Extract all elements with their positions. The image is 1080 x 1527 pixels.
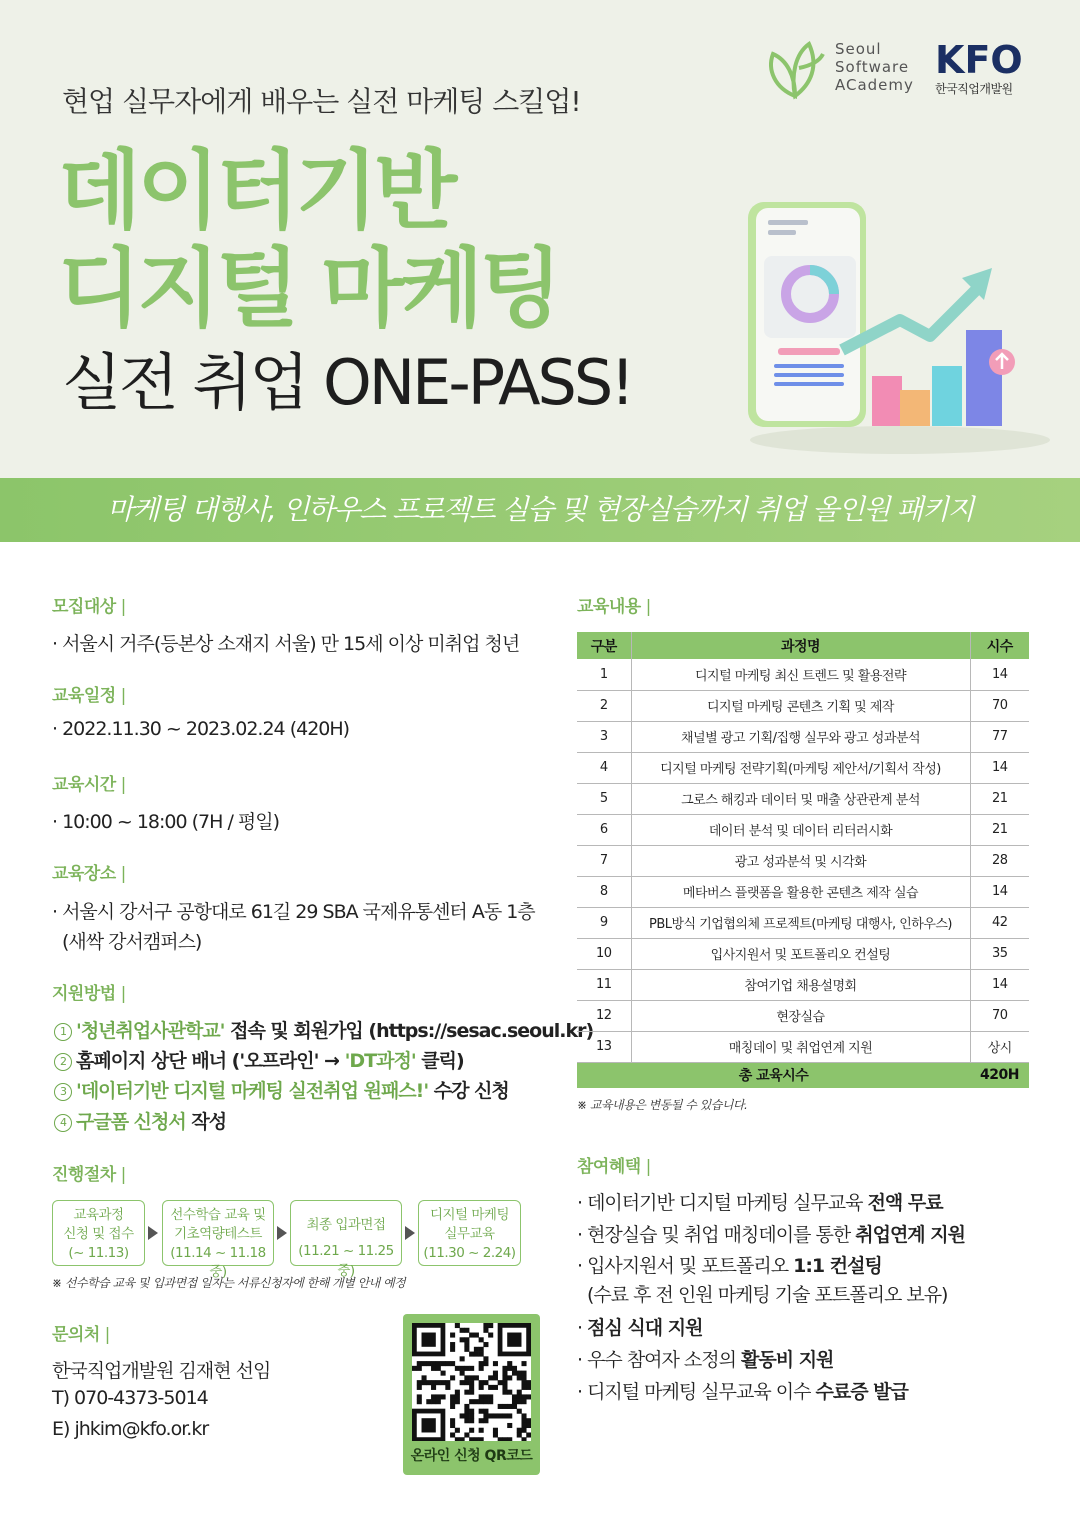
table-row bbox=[577, 938, 1029, 969]
process-note: ※ 선수학습 교육 및 입과면접 일자는 서류신청자에 한해 개별 안내 예정 bbox=[52, 1276, 406, 1290]
curriculum-body bbox=[577, 659, 1029, 1062]
row-course: 메타버스 플랫폼을 활용한 콘텐츠 제작 실습 bbox=[631, 876, 970, 907]
apply-step-1: 1 '청년취업사관학교' 접속 및 회원가입 (https://sesac.seoul.kr) bbox=[54, 1016, 593, 1043]
curriculum-total-row bbox=[577, 1062, 1029, 1088]
table-row bbox=[577, 907, 1029, 938]
benefit-3: · 입사지원서 및 포트폴리오 1:1 컨설팅 bbox=[577, 1255, 882, 1277]
row-course: 디지털 마케팅 최신 트렌드 및 활용전략 bbox=[631, 659, 970, 690]
sesac-leaf-icon bbox=[765, 32, 827, 102]
row-category: 5 bbox=[577, 783, 631, 814]
table-row bbox=[577, 845, 1029, 876]
kfo-logo-mark: KFO bbox=[935, 38, 1023, 82]
phone-growth-chart-icon bbox=[730, 190, 1060, 460]
hero-title-line1: 데이터기반 bbox=[58, 141, 454, 241]
row-course: 입사지원서 및 포트폴리오 컨설팅 bbox=[631, 938, 970, 969]
row-hours: 35 bbox=[970, 938, 1029, 969]
time-title: 교육시간 | bbox=[52, 770, 126, 795]
benefit-3-sub: (수료 후 전 인원 마케팅 기술 포트폴리오 보유) bbox=[587, 1284, 948, 1306]
place-text: · 서울시 강서구 공항대로 61길 29 SBA 국제유통센터 A동 1층 bbox=[52, 901, 535, 923]
hero-tagline: 현업 실무자에게 배우는 실전 마케팅 스킬업! bbox=[62, 85, 581, 118]
qr-label: 온라인 신청 QR코드 bbox=[410, 1448, 533, 1464]
col-header-category: 구분 bbox=[577, 632, 631, 659]
process-arrow-icon bbox=[277, 1226, 287, 1240]
table-row bbox=[577, 969, 1029, 1000]
row-course: 참여기업 채용설명회 bbox=[631, 969, 970, 1000]
row-hours: 21 bbox=[970, 783, 1029, 814]
package-banner bbox=[0, 478, 1080, 542]
time-text: · 10:00 ~ 18:00 (7H / 평일) bbox=[52, 811, 280, 833]
total-value: 420H bbox=[970, 1062, 1029, 1088]
row-course: 광고 성과분석 및 시각화 bbox=[631, 845, 970, 876]
schedule-text: · 2022.11.30 ~ 2023.02.24 (420H) bbox=[52, 718, 350, 740]
row-course: 데이터 분석 및 데이터 리터러시화 bbox=[631, 814, 970, 845]
row-category: 10 bbox=[577, 938, 631, 969]
row-course: 디지털 마케팅 콘텐츠 기획 및 제작 bbox=[631, 690, 970, 721]
curriculum-title: 교육내용 | bbox=[577, 592, 651, 617]
hero-title-line2: 디지털 마케팅 bbox=[58, 239, 559, 339]
process-title: 진행절차 | bbox=[52, 1160, 126, 1185]
benefit-5: · 우수 참여자 소정의 활동비 지원 bbox=[577, 1349, 834, 1371]
recruit-text: · 서울시 거주(등본상 소재지 서울) 만 15세 이상 미취업 청년 bbox=[52, 633, 520, 655]
row-hours: 42 bbox=[970, 907, 1029, 938]
row-category: 6 bbox=[577, 814, 631, 845]
row-hours: 28 bbox=[970, 845, 1029, 876]
hero-title-line3: 실전 취업 ONE-PASS! bbox=[62, 346, 633, 419]
row-category: 11 bbox=[577, 969, 631, 1000]
contact-email[interactable]: E) jhkim@kfo.or.kr bbox=[52, 1418, 209, 1440]
benefit-4: · 점심 식대 지원 bbox=[577, 1317, 703, 1339]
row-category: 9 bbox=[577, 907, 631, 938]
row-course: 그로스 해킹과 데이터 및 매출 상관관계 분석 bbox=[631, 783, 970, 814]
process-step-2: 선수학습 교육 및 기초역량테스트 (11.14 ~ 11.18 중) bbox=[162, 1200, 274, 1266]
row-category: 2 bbox=[577, 690, 631, 721]
benefit-1: · 데이터기반 디지털 마케팅 실무교육 전액 무료 bbox=[577, 1192, 943, 1214]
recruit-title: 모집대상 | bbox=[52, 592, 126, 617]
row-category: 12 bbox=[577, 1000, 631, 1031]
row-category: 4 bbox=[577, 752, 631, 783]
row-category: 13 bbox=[577, 1031, 631, 1062]
apply-step-4: 4 구글폼 신청서 작성 bbox=[54, 1107, 226, 1134]
row-category: 7 bbox=[577, 845, 631, 876]
place-text-sub: (새싹 강서캠퍼스) bbox=[62, 931, 202, 953]
apply-step-2: 2 홈페이지 상단 배너 ('오프라인' → 'DT과정' 클릭) bbox=[54, 1046, 464, 1073]
hero-section bbox=[0, 0, 1080, 478]
sesac-logo bbox=[765, 32, 925, 102]
process-step-3: 최종 입과면접 (11.21 ~ 11.25 중) bbox=[290, 1200, 402, 1266]
benefits-title: 참여혜택 | bbox=[577, 1152, 651, 1177]
place-title: 교육장소 | bbox=[52, 859, 126, 884]
contact-tel[interactable]: T) 070-4373-5014 bbox=[52, 1387, 208, 1409]
qr-code-image[interactable] bbox=[412, 1323, 531, 1441]
curriculum-header-row bbox=[577, 632, 1029, 659]
apply-title: 지원방법 | bbox=[52, 979, 126, 1004]
table-row bbox=[577, 814, 1029, 845]
benefit-2: · 현장실습 및 취업 매칭데이를 통한 취업연계 지원 bbox=[577, 1224, 965, 1246]
row-hours: 14 bbox=[970, 969, 1029, 1000]
process-arrow-icon bbox=[405, 1226, 415, 1240]
kfo-logo-name: 한국직업개발원 bbox=[935, 82, 1013, 96]
curriculum-note: ※ 교육내용은 변동될 수 있습니다. bbox=[577, 1098, 748, 1112]
row-category: 8 bbox=[577, 876, 631, 907]
table-row bbox=[577, 1000, 1029, 1031]
apply-step-3: 3 '데이터기반 디지털 마케팅 실전취업 원패스!' 수강 신청 bbox=[54, 1076, 509, 1103]
table-row bbox=[577, 752, 1029, 783]
row-category: 1 bbox=[577, 659, 631, 690]
kfo-logo bbox=[935, 38, 1045, 97]
row-category: 3 bbox=[577, 721, 631, 752]
table-row bbox=[577, 721, 1029, 752]
row-hours: 상시 bbox=[970, 1031, 1029, 1062]
package-banner-text: 마케팅 대행사, 인하우스 프로젝트 실습 및 현장실습까지 취업 올인원 패키지 bbox=[107, 493, 973, 526]
curriculum-table bbox=[577, 632, 1029, 1088]
contact-title: 문의처 | bbox=[52, 1320, 110, 1345]
col-header-hours: 시수 bbox=[970, 632, 1029, 659]
table-row bbox=[577, 1031, 1029, 1062]
sesac-logo-text: Seoul Software ACademy bbox=[835, 40, 914, 94]
total-label: 총 교육시수 bbox=[577, 1062, 970, 1088]
row-course: 채널별 광고 기획/집행 실무와 광고 성과분석 bbox=[631, 721, 970, 752]
row-course: 현장실습 bbox=[631, 1000, 970, 1031]
contact-name: 한국직업개발원 김재현 선임 bbox=[52, 1360, 271, 1382]
table-row bbox=[577, 659, 1029, 690]
row-hours: 14 bbox=[970, 876, 1029, 907]
row-hours: 70 bbox=[970, 690, 1029, 721]
row-course: PBL방식 기업협의체 프로젝트(마케팅 대행사, 인하우스) bbox=[631, 907, 970, 938]
process-arrow-icon bbox=[148, 1226, 158, 1240]
benefit-6: · 디지털 마케팅 실무교육 이수 수료증 발급 bbox=[577, 1381, 908, 1403]
qr-code-box[interactable] bbox=[403, 1314, 540, 1475]
table-row bbox=[577, 690, 1029, 721]
row-hours: 14 bbox=[970, 659, 1029, 690]
row-hours: 21 bbox=[970, 814, 1029, 845]
table-row bbox=[577, 783, 1029, 814]
process-step-4: 디지털 마케팅 실무교육 (11.30 ~ 2.24) bbox=[418, 1200, 521, 1266]
col-header-course: 과정명 bbox=[631, 632, 970, 659]
row-hours: 77 bbox=[970, 721, 1029, 752]
qr-code-icon bbox=[412, 1323, 531, 1441]
row-hours: 14 bbox=[970, 752, 1029, 783]
row-hours: 70 bbox=[970, 1000, 1029, 1031]
process-flow bbox=[52, 1200, 522, 1280]
table-row bbox=[577, 876, 1029, 907]
row-course: 디지털 마케팅 전략기획(마케팅 제안서/기획서 작성) bbox=[631, 752, 970, 783]
process-step-1: 교육과정 신청 및 접수 (~ 11.13) bbox=[52, 1200, 145, 1266]
schedule-title: 교육일정 | bbox=[52, 681, 126, 706]
row-course: 매칭데이 및 취업연계 지원 bbox=[631, 1031, 970, 1062]
